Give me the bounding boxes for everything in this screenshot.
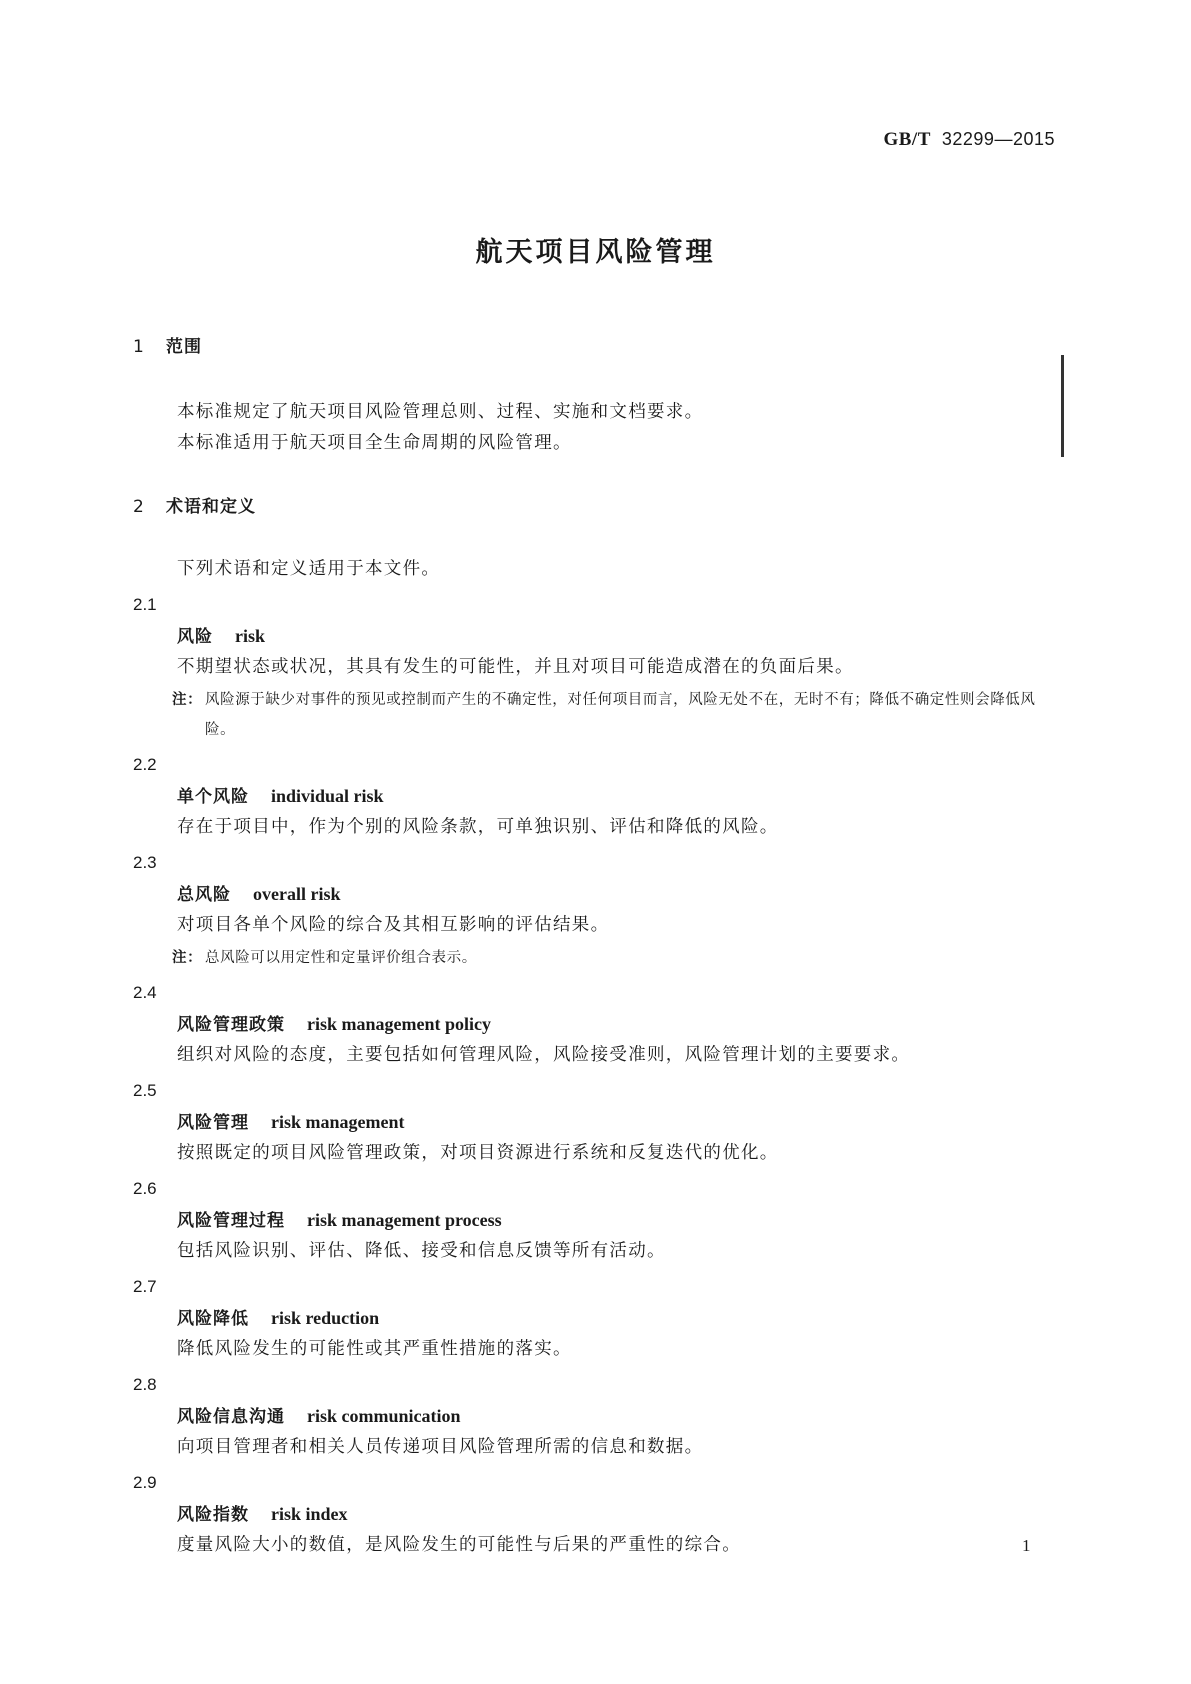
term-entry <box>0 847 1191 973</box>
term-number: 2.7 <box>133 1277 157 1296</box>
term-name: 风险管理 risk management <box>177 1112 405 1133</box>
term-entry <box>0 1173 1191 1267</box>
term-number: 2.5 <box>133 1081 157 1100</box>
term-number: 2.6 <box>133 1179 157 1198</box>
section-heading-scope: 1 范围 <box>133 337 202 357</box>
term-definition: 包括风险识别、评估、降低、接受和信息反馈等所有活动。 <box>177 1241 666 1261</box>
term-name: 风险降低 risk reduction <box>177 1308 380 1329</box>
term-name: 总风险 overall risk <box>177 884 341 905</box>
term-number: 2.4 <box>133 983 157 1002</box>
term-entry <box>0 977 1191 1071</box>
term-number: 2.2 <box>133 755 157 774</box>
term-note: 注： 风险源于缺少对事件的预见或控制而产生的不确定性，对任何项目而言，风险无处不在，无时不有；降低不确定性则会降低风险。 <box>172 691 1036 738</box>
term-entry <box>0 749 1191 843</box>
term-definition: 按照既定的项目风险管理政策，对项目资源进行系统和反复迭代的优化。 <box>177 1143 779 1163</box>
term-entry <box>0 1369 1191 1463</box>
term-name: 风险管理过程 risk management process <box>177 1210 502 1231</box>
term-entry <box>0 1271 1191 1365</box>
term-name: 单个风险 individual risk <box>177 786 384 807</box>
term-entry <box>0 589 1191 745</box>
paragraph: 本标准规定了航天项目风险管理总则、过程、实施和文档要求。 <box>177 402 704 422</box>
standard-number: 32299—2015 <box>941 129 1055 149</box>
standard-code <box>883 129 1055 151</box>
term-name: 风险 risk <box>177 626 266 647</box>
term-entry <box>0 1075 1191 1169</box>
term-definition: 度量风险大小的数值，是风险发生的可能性与后果的严重性的综合。 <box>177 1535 741 1555</box>
document-body <box>0 332 1191 1561</box>
term-definition: 不期望状态或状况，其具有发生的可能性，并且对项目可能造成潜在的负面后果。 <box>177 657 854 677</box>
term-definition: 组织对风险的态度，主要包括如何管理风险，风险接受准则，风险管理计划的主要要求。 <box>177 1045 911 1065</box>
document-title: 航天项目风险管理 <box>475 237 716 268</box>
paragraph: 本标准适用于航天项目全生命周期的风险管理。 <box>177 433 572 453</box>
term-number: 2.9 <box>133 1473 157 1492</box>
term-definition: 存在于项目中，作为个别的风险条款，可单独识别、评估和降低的风险。 <box>177 817 779 837</box>
page-number: 1 <box>1022 1536 1031 1555</box>
term-number: 2.8 <box>133 1375 157 1394</box>
paragraph: 下列术语和定义适用于本文件。 <box>177 559 441 579</box>
standard-prefix: GB/T <box>883 129 931 150</box>
term-definition: 向项目管理者和相关人员传递项目风险管理所需的信息和数据。 <box>177 1437 704 1457</box>
term-number: 2.3 <box>133 853 157 872</box>
term-name: 风险信息沟通 risk communication <box>177 1406 461 1427</box>
term-note: 注： 总风险可以用定性和定量评价组合表示。 <box>172 949 477 966</box>
term-name: 风险管理政策 risk management policy <box>177 1014 491 1035</box>
term-definition: 对项目各单个风险的综合及其相互影响的评估结果。 <box>177 915 610 935</box>
term-definition: 降低风险发生的可能性或其严重性措施的落实。 <box>177 1339 572 1359</box>
term-number: 2.1 <box>133 595 157 614</box>
term-name: 风险指数 risk index <box>177 1504 348 1525</box>
term-entry <box>0 1467 1191 1561</box>
section-heading-terms: 2 术语和定义 <box>133 497 256 517</box>
